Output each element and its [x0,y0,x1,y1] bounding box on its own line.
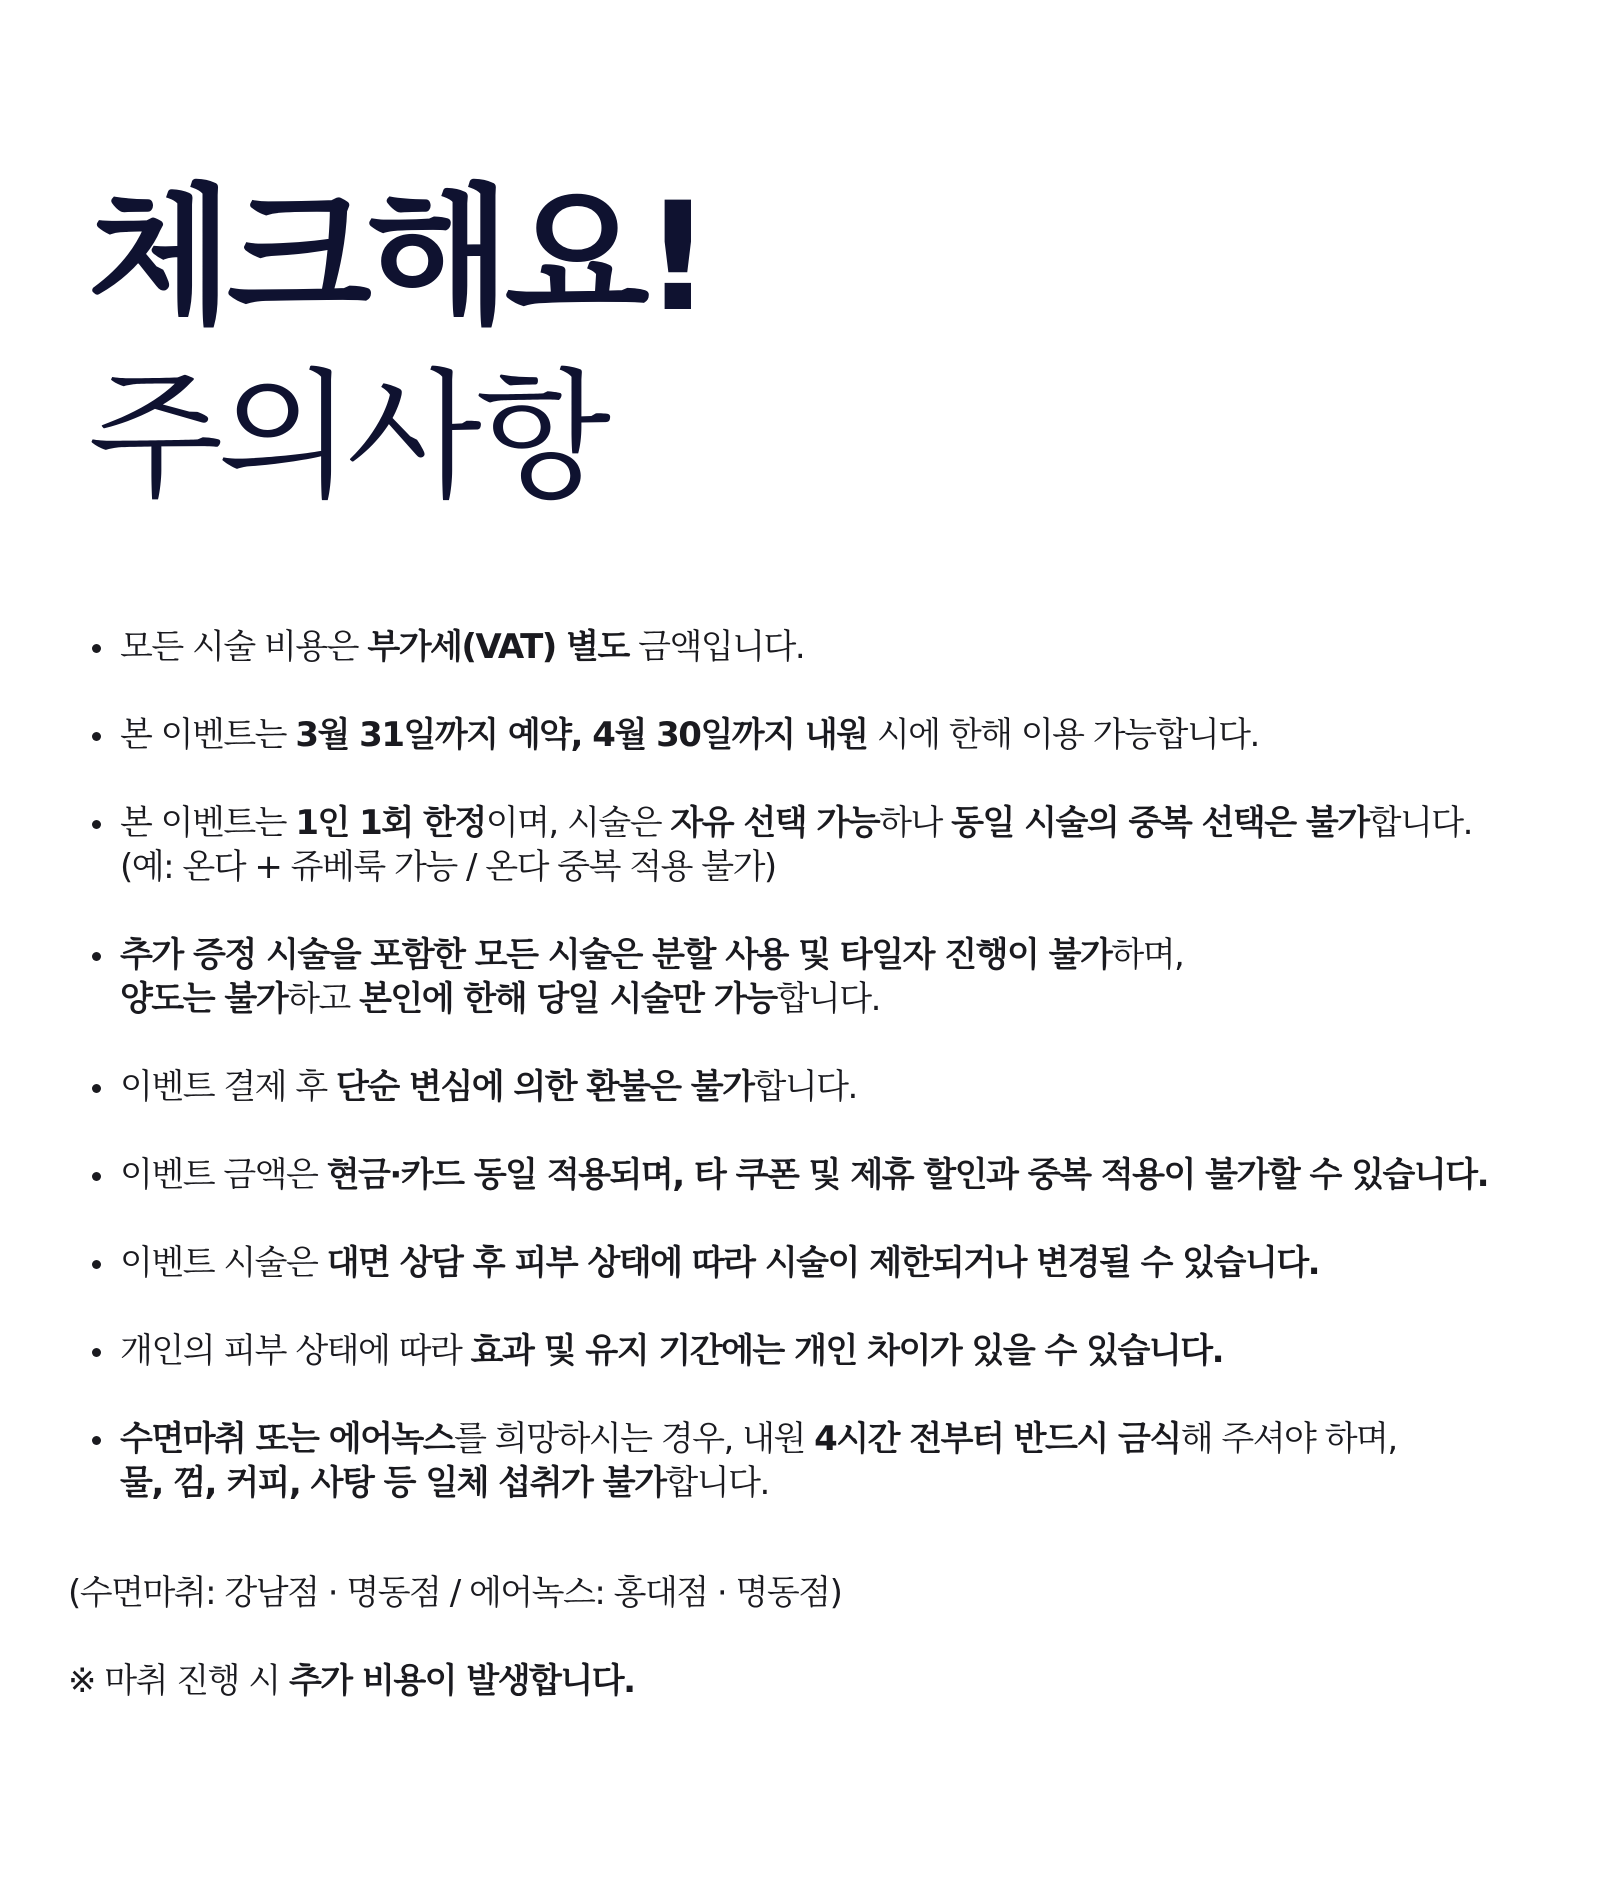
notice-text: 모든 시술 비용은 [120,627,368,667]
notice-line [120,977,1560,1021]
notice-text: 이며, 시술은 [485,803,671,843]
notice-text: 이벤트 금액은 [120,1155,327,1195]
notice-text: 를 희망하시는 경우, 내원 [454,1419,815,1459]
notice-emphasis-text: 물, 껌, 커피, 사탕 등 일체 섭취가 불가 [120,1463,666,1503]
heading-block [88,168,706,528]
notice-item [120,933,1560,1021]
notice-emphasis-text: 3월 31일까지 예약, 4월 30일까지 내원 [295,715,868,755]
notice-line [120,1065,1560,1109]
notice-text: 합니다. [1368,803,1472,843]
notice-text: 하고 [287,979,360,1019]
notice-text: 본 이벤트는 [120,715,296,755]
notice-text: 하며, [1111,935,1184,975]
notice-text: 시에 한해 이용 가능합니다. [867,715,1259,755]
notice-item [120,1329,1560,1373]
location-note: (수면마취: 강남점 · 명동점 / 에어녹스: 홍대점 · 명동점) [68,1573,842,1613]
notice-list [120,625,1560,1549]
notice-text: 이벤트 시술은 [120,1243,327,1283]
notice-line [120,1329,1560,1373]
notice-line [120,713,1560,757]
notice-text: 개인의 피부 상태에 따라 [120,1331,471,1371]
notice-line [120,625,1560,669]
notice-emphasis-text: 단순 변심에 의한 환불은 불가 [336,1067,754,1107]
notice-emphasis-text: 양도는 불가 [120,979,288,1019]
notice-item [120,1065,1560,1109]
notice-text: 합니다. [753,1067,857,1107]
notice-emphasis-text: 4시간 전부터 반드시 금식 [814,1419,1181,1459]
page-subtitle: 주의사항 [88,356,605,519]
notice-line [120,845,1560,889]
notice-emphasis-text: 1인 1회 한정 [295,803,486,843]
notice-text: 합니다. [665,1463,769,1503]
notice-emphasis-text: 추가 증정 시술을 포함한 모든 시술은 분할 사용 및 타일자 진행이 불가 [120,935,1112,975]
notice-line [120,1153,1560,1197]
anesthesia-note-prefix: ※ 마취 진행 시 [68,1661,289,1701]
notice-emphasis-text: 부가세(VAT) 별도 [367,627,629,667]
notice-text: 이벤트 결제 후 [120,1067,336,1107]
notice-item [120,1241,1560,1285]
notice-item [120,1153,1560,1197]
anesthesia-cost-note [68,1659,634,1703]
notice-text: 하나 [879,803,952,843]
notice-emphasis-text: 자유 선택 가능 [670,803,880,843]
notice-text: (예: 온다 + 쥬베룩 가능 / 온다 중복 적용 불가) [120,847,776,887]
notice-line [120,1241,1560,1285]
notice-text: 합니다. [776,979,880,1019]
notice-line [120,801,1560,845]
notice-item [120,801,1560,889]
notice-line [120,933,1560,977]
notice-text: 금액입니다. [628,627,805,667]
notice-line [120,1417,1560,1461]
notice-emphasis-text: 동일 시술의 중복 선택은 불가 [951,803,1369,843]
notice-item [120,1417,1560,1505]
notice-emphasis-text: 효과 및 유지 기간에는 개인 차이가 있을 수 있습니다. [470,1331,1224,1371]
page-title: 체크해요! [88,171,707,345]
notice-emphasis-text: 현금·카드 동일 적용되며, 타 쿠폰 및 제휴 할인과 중복 적용이 불가할 수 있습니다. [326,1155,1488,1195]
notice-text: 해 주셔야 하며, [1180,1419,1397,1459]
notice-text: 본 이벤트는 [120,803,296,843]
notice-emphasis-text: 본인에 한해 당일 시술만 가능 [359,979,777,1019]
notice-line [120,1461,1560,1505]
notice-emphasis-text: 대면 상담 후 피부 상태에 따라 시술이 제한되거나 변경될 수 있습니다. [326,1243,1320,1283]
notice-emphasis-text: 수면마취 또는 에어녹스 [120,1419,455,1459]
notice-item [120,713,1560,757]
notice-item [120,625,1560,669]
anesthesia-note-emphasis: 추가 비용이 발생합니다. [288,1661,635,1701]
